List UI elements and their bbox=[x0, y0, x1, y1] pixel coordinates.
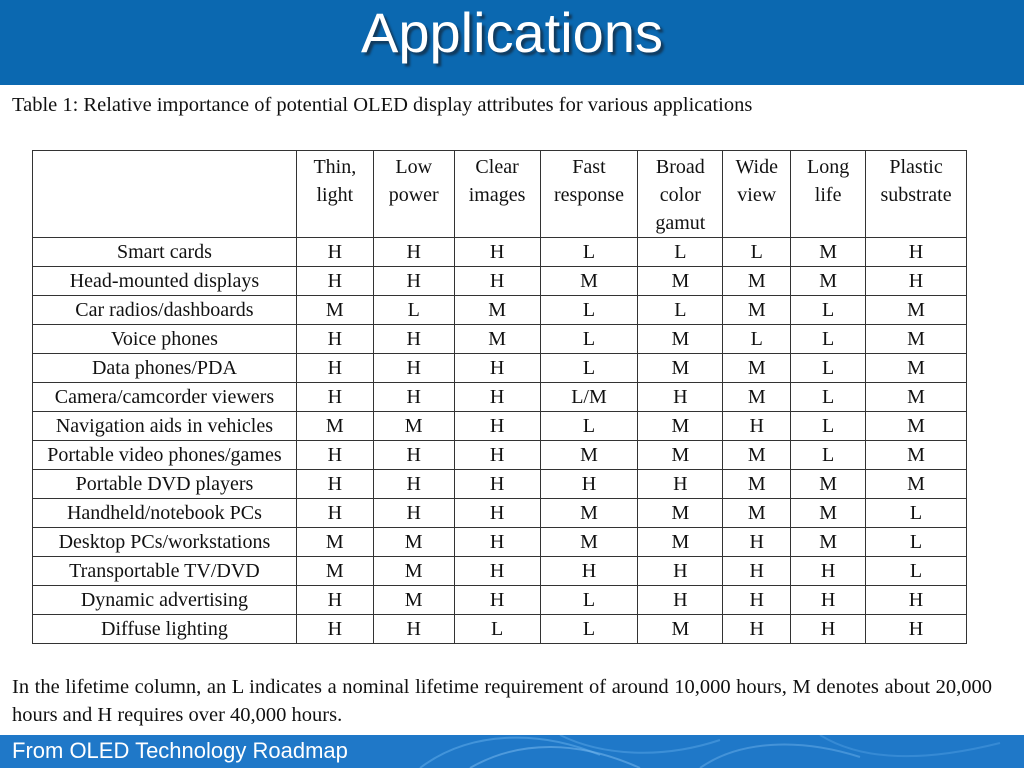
importance-cell: H bbox=[454, 238, 540, 267]
table-row bbox=[33, 383, 967, 412]
importance-cell: M bbox=[540, 441, 638, 470]
table-row bbox=[33, 296, 967, 325]
importance-cell: H bbox=[454, 441, 540, 470]
table-row bbox=[33, 412, 967, 441]
importance-cell: M bbox=[638, 325, 723, 354]
table-row bbox=[33, 586, 967, 615]
importance-cell: M bbox=[296, 557, 373, 586]
table-row bbox=[33, 267, 967, 296]
importance-cell: H bbox=[373, 383, 454, 412]
importance-cell: L bbox=[866, 528, 967, 557]
importance-cell: H bbox=[296, 470, 373, 499]
table-row bbox=[33, 470, 967, 499]
importance-cell: L bbox=[540, 296, 638, 325]
importance-cell: H bbox=[296, 615, 373, 644]
importance-cell: M bbox=[723, 267, 791, 296]
importance-cell: L bbox=[791, 354, 866, 383]
importance-cell: L bbox=[638, 238, 723, 267]
application-name: Portable DVD players bbox=[33, 470, 297, 499]
lifetime-note: In the lifetime column, an L indicates a nominal lifetime requirement of around 10,000 hours, M denotes about 20,000 hours and H requires over 40,000 hours. bbox=[12, 676, 992, 726]
importance-cell: H bbox=[296, 586, 373, 615]
column-header: Broad color gamut bbox=[638, 151, 723, 238]
table-row bbox=[33, 325, 967, 354]
importance-cell: M bbox=[638, 441, 723, 470]
importance-cell: L bbox=[866, 557, 967, 586]
importance-cell: H bbox=[540, 470, 638, 499]
importance-cell: H bbox=[373, 238, 454, 267]
table-body bbox=[33, 238, 967, 644]
importance-cell: M bbox=[373, 557, 454, 586]
table-row bbox=[33, 528, 967, 557]
importance-cell: M bbox=[866, 441, 967, 470]
importance-cell: H bbox=[791, 557, 866, 586]
application-name: Data phones/PDA bbox=[33, 354, 297, 383]
importance-cell: H bbox=[723, 557, 791, 586]
importance-cell: H bbox=[540, 557, 638, 586]
column-header: Fast response bbox=[540, 151, 638, 238]
table-row bbox=[33, 441, 967, 470]
importance-cell: L bbox=[540, 238, 638, 267]
slide-title: Applications bbox=[361, 1, 663, 64]
importance-cell: H bbox=[373, 499, 454, 528]
importance-cell: M bbox=[638, 615, 723, 644]
importance-cell: M bbox=[638, 354, 723, 383]
footer-source: From OLED Technology Roadmap bbox=[12, 738, 348, 763]
application-name: Desktop PCs/workstations bbox=[33, 528, 297, 557]
importance-cell: L bbox=[540, 615, 638, 644]
footer-bar bbox=[0, 735, 1024, 768]
importance-cell: L bbox=[638, 296, 723, 325]
table-row bbox=[33, 557, 967, 586]
application-name: Smart cards bbox=[33, 238, 297, 267]
importance-cell: L bbox=[723, 238, 791, 267]
importance-cell: H bbox=[866, 586, 967, 615]
importance-cell: M bbox=[723, 441, 791, 470]
importance-cell: H bbox=[866, 238, 967, 267]
importance-cell: M bbox=[296, 528, 373, 557]
importance-cell: H bbox=[296, 354, 373, 383]
table-header-row bbox=[33, 151, 967, 238]
importance-cell: L bbox=[791, 325, 866, 354]
application-name: Car radios/dashboards bbox=[33, 296, 297, 325]
table-row bbox=[33, 615, 967, 644]
importance-cell: H bbox=[638, 557, 723, 586]
importance-cell: H bbox=[373, 325, 454, 354]
table-caption: Table 1: Relative importance of potential OLED display attributes for various applications bbox=[12, 94, 753, 116]
importance-cell: H bbox=[373, 470, 454, 499]
importance-cell: M bbox=[723, 296, 791, 325]
importance-cell: M bbox=[866, 383, 967, 412]
importance-cell: M bbox=[373, 586, 454, 615]
column-header: Low power bbox=[373, 151, 454, 238]
importance-cell: H bbox=[373, 267, 454, 296]
importance-cell: H bbox=[791, 586, 866, 615]
column-header: Clear images bbox=[454, 151, 540, 238]
importance-cell: M bbox=[454, 325, 540, 354]
application-name: Dynamic advertising bbox=[33, 586, 297, 615]
importance-cell: H bbox=[791, 615, 866, 644]
importance-cell: H bbox=[454, 267, 540, 296]
importance-cell: H bbox=[454, 412, 540, 441]
importance-cell: H bbox=[296, 325, 373, 354]
importance-cell: M bbox=[723, 383, 791, 412]
importance-cell: L bbox=[454, 615, 540, 644]
application-name: Handheld/notebook PCs bbox=[33, 499, 297, 528]
importance-cell: M bbox=[296, 296, 373, 325]
importance-cell: M bbox=[540, 528, 638, 557]
application-name: Head-mounted displays bbox=[33, 267, 297, 296]
importance-cell: H bbox=[454, 470, 540, 499]
importance-cell: H bbox=[296, 267, 373, 296]
importance-cell: H bbox=[454, 354, 540, 383]
table-row bbox=[33, 238, 967, 267]
importance-cell: H bbox=[454, 499, 540, 528]
importance-cell: M bbox=[866, 470, 967, 499]
application-name: Diffuse lighting bbox=[33, 615, 297, 644]
application-name: Portable video phones/games bbox=[33, 441, 297, 470]
importance-cell: H bbox=[296, 238, 373, 267]
importance-cell: M bbox=[540, 267, 638, 296]
application-name: Transportable TV/DVD bbox=[33, 557, 297, 586]
importance-cell: L bbox=[540, 354, 638, 383]
importance-cell: M bbox=[638, 528, 723, 557]
application-name: Camera/camcorder viewers bbox=[33, 383, 297, 412]
importance-cell: H bbox=[638, 470, 723, 499]
importance-cell: H bbox=[638, 383, 723, 412]
importance-cell: L bbox=[791, 296, 866, 325]
importance-cell: H bbox=[638, 586, 723, 615]
importance-cell: M bbox=[866, 412, 967, 441]
importance-cell: H bbox=[454, 586, 540, 615]
attributes-table bbox=[32, 150, 967, 644]
importance-cell: H bbox=[454, 528, 540, 557]
application-name: Voice phones bbox=[33, 325, 297, 354]
importance-cell: H bbox=[296, 383, 373, 412]
importance-cell: L bbox=[866, 499, 967, 528]
importance-cell: M bbox=[723, 470, 791, 499]
importance-cell: H bbox=[723, 615, 791, 644]
column-header: Wide view bbox=[723, 151, 791, 238]
importance-cell: H bbox=[373, 441, 454, 470]
importance-cell: H bbox=[866, 267, 967, 296]
importance-cell: H bbox=[454, 383, 540, 412]
table-row bbox=[33, 354, 967, 383]
importance-cell: L bbox=[791, 441, 866, 470]
importance-cell: M bbox=[373, 412, 454, 441]
importance-cell: M bbox=[791, 528, 866, 557]
importance-cell: M bbox=[373, 528, 454, 557]
importance-cell: M bbox=[866, 325, 967, 354]
importance-cell: H bbox=[373, 354, 454, 383]
importance-cell: H bbox=[296, 441, 373, 470]
importance-cell: L bbox=[791, 412, 866, 441]
importance-cell: L bbox=[373, 296, 454, 325]
importance-cell: H bbox=[373, 615, 454, 644]
importance-cell: L bbox=[540, 412, 638, 441]
importance-cell: M bbox=[866, 354, 967, 383]
importance-cell: H bbox=[454, 557, 540, 586]
importance-cell: M bbox=[791, 267, 866, 296]
importance-cell: M bbox=[791, 470, 866, 499]
importance-cell: H bbox=[723, 586, 791, 615]
importance-cell: M bbox=[866, 296, 967, 325]
importance-cell: H bbox=[296, 499, 373, 528]
importance-cell: L bbox=[723, 325, 791, 354]
table-row bbox=[33, 499, 967, 528]
importance-cell: M bbox=[540, 499, 638, 528]
importance-cell: L bbox=[791, 383, 866, 412]
importance-cell: H bbox=[723, 528, 791, 557]
column-header: Plastic substrate bbox=[866, 151, 967, 238]
header-corner bbox=[33, 151, 297, 238]
importance-cell: M bbox=[296, 412, 373, 441]
column-header: Long life bbox=[791, 151, 866, 238]
importance-cell: M bbox=[454, 296, 540, 325]
importance-cell: M bbox=[791, 499, 866, 528]
importance-cell: M bbox=[791, 238, 866, 267]
column-header: Thin, light bbox=[296, 151, 373, 238]
importance-cell: L bbox=[540, 586, 638, 615]
importance-cell: H bbox=[723, 412, 791, 441]
importance-cell: M bbox=[638, 267, 723, 296]
importance-cell: M bbox=[723, 499, 791, 528]
importance-cell: M bbox=[723, 354, 791, 383]
importance-cell: L/M bbox=[540, 383, 638, 412]
application-name: Navigation aids in vehicles bbox=[33, 412, 297, 441]
importance-cell: M bbox=[638, 499, 723, 528]
importance-cell: H bbox=[866, 615, 967, 644]
importance-cell: L bbox=[540, 325, 638, 354]
importance-cell: M bbox=[638, 412, 723, 441]
